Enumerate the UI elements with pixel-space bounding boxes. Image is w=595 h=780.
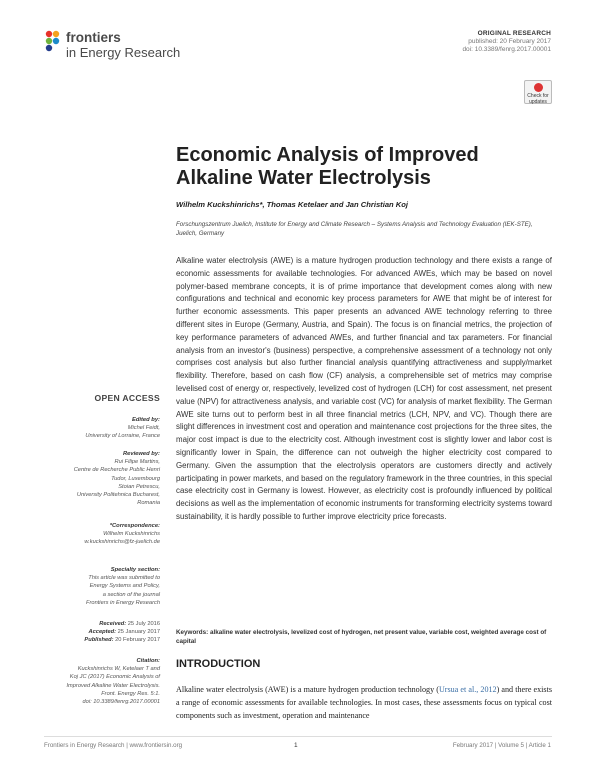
published-date: published: 20 February 2017 — [468, 38, 551, 45]
published-row — [44, 636, 160, 644]
abstract: Alkaline water electrolysis (AWE) is a mature hydrogen production technology and there exists a range of economic assessments for available technologies. For advanced AWEs, which may be based on novel polymer-based membrane concepts, it is of prime importance that development comes along with new configurations and technical and economic key process parameters for AWE that might be of interest for further economic assessments. This paper presents an advanced AWE technology referring to three different sites in Europe (Germany, Austria, and Spain). The focus is on financial metrics, the projection of key performance parameters of advanced AWEs, and further financial and tax parameters. For financial analysis from an investor's (business) perspective, a comprehensive assessment of a technology not only comprises cost analysis but also further financial analysis quantifying attractiveness and supply/market flexibility. Therefore, based on cash flow (CF) analysis, a comprehensible set of metrics may comprise levelised cost of energy or, respectively, levelized cost of hydrogen (LCH) for cost assessment, net present value (NPV) for attractiveness analysis, and variable cost (VC) for analysis of market flexibility. The German AWE site turns out to perform best in all three financial metrics (LCH, NPV, and VC). Though there are slight differences in investment cost and operation and maintenance cost projections for the three sites, the major cost impact is due to the electricity cost. Although investment cost is slightly lower and labor cost is significantly lower in Spain, the difference can not outweigh the higher electricity cost compared to Germany. Given the assumption that the electrolysis operators are customers directly and actively participating in power markets, and based on the regulatory framework in the three countries, in this special case electricity cost in Germany is lowest. However, as electricity cost is profoundly influenced by political decisions as well as the implementation of economic instruments for transforming electricity systems toward sustainability, it is hardly possible to further improve electricity price forecasts. — [176, 256, 552, 521]
sidebar-line: Koj JC (2017) Economic Analysis of — [69, 674, 160, 681]
received-row — [44, 620, 160, 628]
title-line-1: Economic Analysis of Improved — [176, 144, 479, 166]
sidebar-line[interactable]: Stoian Petrescu, — [118, 483, 160, 490]
accepted-row — [44, 628, 160, 636]
logo-name: frontiers — [66, 30, 121, 45]
introduction-text — [176, 683, 552, 722]
citation-label: Citation: — [136, 658, 160, 664]
journal-logo[interactable] — [44, 28, 204, 68]
sidebar-line: Kuckshinrichs W, Ketelaer T and — [77, 666, 160, 673]
accepted-date: 25 January 2017 — [117, 629, 160, 636]
intro-text-before: Alkaline water electrolysis (AWE) is a mature hydrogen production technology ( — [176, 685, 439, 694]
sidebar-line: Tudor, Luxembourg — [111, 475, 160, 482]
sidebar-line: This article was submitted to — [88, 575, 160, 582]
correspondence-email[interactable]: w.kuckshinrichs@fz-juelich.de — [84, 539, 160, 546]
title-line-2: Alkaline Water Electrolysis — [176, 167, 431, 189]
intro-text-after: ) and there exists a range of economic assessments for available technologies. In most cases, these assessments focus on typical cost components such as investment, operation and maintenance — [176, 685, 552, 720]
citation-link[interactable]: Ursua et al., 2012 — [438, 685, 497, 694]
check-updates-icon — [534, 83, 543, 92]
published-label: Published: — [84, 637, 114, 644]
sidebar-line: Wilhelm Kuckshinrichs — [103, 531, 160, 538]
accepted-label: Accepted: — [88, 629, 117, 636]
correspondence-block — [44, 522, 160, 547]
sidebar-line: Energy Systems and Policy, — [89, 583, 160, 590]
sidebar-line: a section of the journal — [102, 591, 160, 598]
authors[interactable]: Wilhelm Kuckshinrichs*, Thomas Ketelaer and Jan Christian Koj — [176, 200, 409, 209]
specialty-label: Specialty section: — [110, 567, 160, 573]
specialty-section-block — [44, 566, 160, 607]
frontiers-logo-mark-icon — [44, 30, 64, 52]
affiliation: Forschungszentrum Juelich, Institute for Energy and Climate Research – Systems Analysis and Technology Evaluation (IEK-STE), Juelich, Germany — [176, 221, 533, 237]
received-label: Received: — [99, 621, 127, 627]
sidebar-line[interactable]: Michel Feidt, — [127, 425, 160, 432]
sidebar-line: Front. Energy Res. 5:1. — [101, 690, 160, 697]
doi[interactable]: doi: 10.3389/fenrg.2017.00001 — [462, 46, 551, 53]
check-updates-label: Check for updates — [527, 93, 549, 105]
open-access-label: OPEN ACCESS — [94, 393, 160, 403]
published-date-sidebar: 20 February 2017 — [115, 637, 160, 644]
keywords-label: Keywords: — [176, 629, 209, 636]
keywords — [176, 628, 552, 646]
sidebar-line: Improved Alkaline Water Electrolysis. — [66, 682, 160, 689]
footer-divider — [44, 736, 552, 737]
reviewed-by-block — [44, 450, 160, 507]
sidebar-line[interactable]: Rui Filipe Martins, — [114, 459, 160, 466]
dates-block — [44, 620, 160, 645]
sidebar-line: University of Lorraine, France — [85, 433, 160, 440]
citation-block — [44, 657, 160, 706]
check-for-updates-button[interactable] — [524, 80, 552, 104]
article-header-meta — [462, 30, 551, 54]
page-number: 1 — [294, 742, 298, 749]
sidebar-line: Romania — [137, 500, 160, 507]
section-heading-introduction: INTRODUCTION — [176, 658, 261, 670]
footer-issue-info: February 2017 | Volume 5 | Article 1 — [452, 742, 551, 749]
article-title — [176, 144, 556, 190]
received-date: 25 July 2016 — [127, 621, 160, 627]
article-type: ORIGINAL RESEARCH — [477, 30, 551, 37]
logo-journal: in Energy Research — [66, 45, 181, 60]
sidebar-line: Centre de Recherche Public Henri — [73, 467, 160, 474]
correspondence-label: *Correspondence: — [109, 523, 160, 529]
footer-journal-link[interactable]: Frontiers in Energy Research | www.frontiersin.org — [44, 742, 183, 749]
edited-by-block — [44, 416, 160, 441]
keywords-list: alkaline water electrolysis, levelized cost of hydrogen, net present value, variable cost, weighted average cost of capital — [176, 629, 547, 645]
sidebar-line: University Politehnica Bucharest, — [76, 492, 160, 499]
edited-by-label: Edited by: — [131, 417, 160, 423]
sidebar-line[interactable]: Frontiers in Energy Research — [86, 599, 160, 606]
citation-doi[interactable]: doi: 10.3389/fenrg.2017.00001 — [82, 699, 160, 706]
reviewed-by-label: Reviewed by: — [122, 451, 160, 457]
